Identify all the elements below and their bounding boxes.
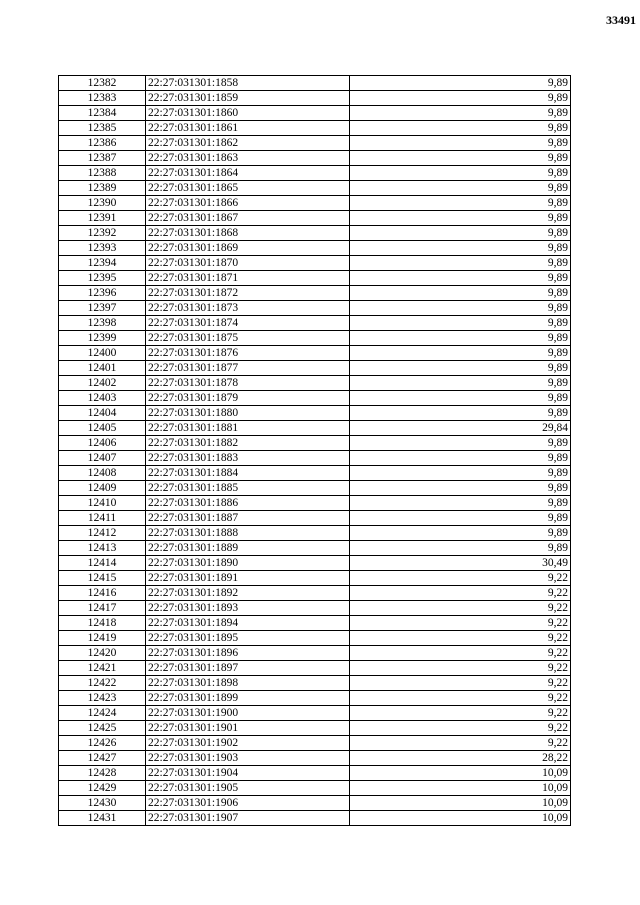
row-number-cell: 12423 xyxy=(59,691,146,706)
row-number-cell: 12410 xyxy=(59,496,146,511)
table-row xyxy=(59,556,571,571)
cadastral-number-cell: 22:27:031301:1877 xyxy=(146,361,350,376)
cadastral-number-cell: 22:27:031301:1865 xyxy=(146,181,350,196)
table-row xyxy=(59,721,571,736)
row-number-cell: 12397 xyxy=(59,301,146,316)
area-cell: 9,89 xyxy=(350,121,571,136)
row-number-cell: 12427 xyxy=(59,751,146,766)
table-row xyxy=(59,421,571,436)
area-cell: 28,22 xyxy=(350,751,571,766)
table-row xyxy=(59,751,571,766)
table-row xyxy=(59,496,571,511)
table-row xyxy=(59,481,571,496)
cadastral-number-cell: 22:27:031301:1876 xyxy=(146,346,350,361)
row-number-cell: 12413 xyxy=(59,541,146,556)
row-number-cell: 12404 xyxy=(59,406,146,421)
table-row xyxy=(59,136,571,151)
table-row xyxy=(59,631,571,646)
area-cell: 9,22 xyxy=(350,676,571,691)
cadastral-number-cell: 22:27:031301:1895 xyxy=(146,631,350,646)
row-number-cell: 12420 xyxy=(59,646,146,661)
cadastral-number-cell: 22:27:031301:1859 xyxy=(146,91,350,106)
cadastral-number-cell: 22:27:031301:1906 xyxy=(146,796,350,811)
row-number-cell: 12405 xyxy=(59,421,146,436)
table-row xyxy=(59,646,571,661)
cadastral-number-cell: 22:27:031301:1889 xyxy=(146,541,350,556)
row-number-cell: 12409 xyxy=(59,481,146,496)
table-row xyxy=(59,361,571,376)
cadastral-number-cell: 22:27:031301:1883 xyxy=(146,451,350,466)
table-row xyxy=(59,736,571,751)
cadastral-number-cell: 22:27:031301:1863 xyxy=(146,151,350,166)
area-cell: 9,89 xyxy=(350,406,571,421)
row-number-cell: 12425 xyxy=(59,721,146,736)
cadastral-number-cell: 22:27:031301:1873 xyxy=(146,301,350,316)
row-number-cell: 12406 xyxy=(59,436,146,451)
area-cell: 9,89 xyxy=(350,496,571,511)
area-cell: 29,84 xyxy=(350,421,571,436)
row-number-cell: 12383 xyxy=(59,91,146,106)
row-number-cell: 12408 xyxy=(59,466,146,481)
cadastral-table xyxy=(58,75,571,826)
table-row xyxy=(59,796,571,811)
cadastral-number-cell: 22:27:031301:1888 xyxy=(146,526,350,541)
cadastral-number-cell: 22:27:031301:1903 xyxy=(146,751,350,766)
area-cell: 9,22 xyxy=(350,706,571,721)
table-row xyxy=(59,511,571,526)
area-cell: 9,89 xyxy=(350,541,571,556)
cadastral-number-cell: 22:27:031301:1878 xyxy=(146,376,350,391)
cadastral-number-cell: 22:27:031301:1871 xyxy=(146,271,350,286)
cadastral-number-cell: 22:27:031301:1897 xyxy=(146,661,350,676)
cadastral-number-cell: 22:27:031301:1862 xyxy=(146,136,350,151)
table-row xyxy=(59,541,571,556)
area-cell: 9,89 xyxy=(350,211,571,226)
cadastral-number-cell: 22:27:031301:1869 xyxy=(146,241,350,256)
row-number-cell: 12387 xyxy=(59,151,146,166)
area-cell: 9,89 xyxy=(350,271,571,286)
row-number-cell: 12417 xyxy=(59,601,146,616)
area-cell: 9,22 xyxy=(350,646,571,661)
cadastral-number-cell: 22:27:031301:1901 xyxy=(146,721,350,736)
table-row xyxy=(59,241,571,256)
area-cell: 9,89 xyxy=(350,256,571,271)
cadastral-number-cell: 22:27:031301:1904 xyxy=(146,766,350,781)
area-cell: 9,89 xyxy=(350,451,571,466)
cadastral-number-cell: 22:27:031301:1899 xyxy=(146,691,350,706)
cadastral-number-cell: 22:27:031301:1874 xyxy=(146,316,350,331)
area-cell: 9,89 xyxy=(350,316,571,331)
area-cell: 9,89 xyxy=(350,436,571,451)
table-row xyxy=(59,526,571,541)
cadastral-number-cell: 22:27:031301:1892 xyxy=(146,586,350,601)
area-cell: 9,22 xyxy=(350,601,571,616)
row-number-cell: 12386 xyxy=(59,136,146,151)
table-row xyxy=(59,661,571,676)
area-cell: 9,89 xyxy=(350,91,571,106)
area-cell: 9,89 xyxy=(350,331,571,346)
table-row xyxy=(59,406,571,421)
row-number-cell: 12391 xyxy=(59,211,146,226)
area-cell: 9,89 xyxy=(350,511,571,526)
area-cell: 9,89 xyxy=(350,376,571,391)
cadastral-number-cell: 22:27:031301:1868 xyxy=(146,226,350,241)
table-row xyxy=(59,91,571,106)
table-row xyxy=(59,346,571,361)
cadastral-number-cell: 22:27:031301:1891 xyxy=(146,571,350,586)
cadastral-number-cell: 22:27:031301:1900 xyxy=(146,706,350,721)
area-cell: 9,22 xyxy=(350,586,571,601)
cadastral-number-cell: 22:27:031301:1884 xyxy=(146,466,350,481)
row-number-cell: 12396 xyxy=(59,286,146,301)
table-row xyxy=(59,301,571,316)
area-cell: 9,22 xyxy=(350,631,571,646)
row-number-cell: 12384 xyxy=(59,106,146,121)
table-row xyxy=(59,196,571,211)
table-row xyxy=(59,286,571,301)
row-number-cell: 12402 xyxy=(59,376,146,391)
table-row xyxy=(59,211,571,226)
area-cell: 9,89 xyxy=(350,196,571,211)
area-cell: 9,22 xyxy=(350,721,571,736)
table-row xyxy=(59,586,571,601)
table-row xyxy=(59,616,571,631)
table-row xyxy=(59,691,571,706)
row-number-cell: 12390 xyxy=(59,196,146,211)
cadastral-number-cell: 22:27:031301:1898 xyxy=(146,676,350,691)
table-row xyxy=(59,331,571,346)
row-number-cell: 12385 xyxy=(59,121,146,136)
row-number-cell: 12416 xyxy=(59,586,146,601)
cadastral-number-cell: 22:27:031301:1887 xyxy=(146,511,350,526)
area-cell: 9,89 xyxy=(350,391,571,406)
area-cell: 10,09 xyxy=(350,781,571,796)
area-cell: 9,89 xyxy=(350,136,571,151)
table-row xyxy=(59,226,571,241)
table-row xyxy=(59,436,571,451)
cadastral-number-cell: 22:27:031301:1880 xyxy=(146,406,350,421)
area-cell: 9,89 xyxy=(350,241,571,256)
cadastral-number-cell: 22:27:031301:1875 xyxy=(146,331,350,346)
area-cell: 9,89 xyxy=(350,181,571,196)
row-number-cell: 12395 xyxy=(59,271,146,286)
cadastral-number-cell: 22:27:031301:1879 xyxy=(146,391,350,406)
row-number-cell: 12411 xyxy=(59,511,146,526)
cadastral-number-cell: 22:27:031301:1894 xyxy=(146,616,350,631)
row-number-cell: 12421 xyxy=(59,661,146,676)
row-number-cell: 12428 xyxy=(59,766,146,781)
table-row xyxy=(59,391,571,406)
cadastral-number-cell: 22:27:031301:1867 xyxy=(146,211,350,226)
page-number: 33491 xyxy=(606,13,636,27)
row-number-cell: 12392 xyxy=(59,226,146,241)
area-cell: 10,09 xyxy=(350,766,571,781)
row-number-cell: 12431 xyxy=(59,811,146,826)
cadastral-number-cell: 22:27:031301:1870 xyxy=(146,256,350,271)
table-row xyxy=(59,781,571,796)
area-cell: 9,89 xyxy=(350,346,571,361)
row-number-cell: 12382 xyxy=(59,76,146,91)
area-cell: 9,22 xyxy=(350,736,571,751)
row-number-cell: 12407 xyxy=(59,451,146,466)
table-row xyxy=(59,451,571,466)
row-number-cell: 12399 xyxy=(59,331,146,346)
row-number-cell: 12400 xyxy=(59,346,146,361)
row-number-cell: 12403 xyxy=(59,391,146,406)
area-cell: 9,89 xyxy=(350,361,571,376)
cadastral-number-cell: 22:27:031301:1893 xyxy=(146,601,350,616)
row-number-cell: 12424 xyxy=(59,706,146,721)
cadastral-number-cell: 22:27:031301:1896 xyxy=(146,646,350,661)
cadastral-number-cell: 22:27:031301:1907 xyxy=(146,811,350,826)
table-body xyxy=(59,76,571,826)
table-row xyxy=(59,706,571,721)
table-row xyxy=(59,151,571,166)
row-number-cell: 12418 xyxy=(59,616,146,631)
row-number-cell: 12389 xyxy=(59,181,146,196)
cadastral-number-cell: 22:27:031301:1858 xyxy=(146,76,350,91)
cadastral-number-cell: 22:27:031301:1882 xyxy=(146,436,350,451)
area-cell: 9,89 xyxy=(350,151,571,166)
cadastral-number-cell: 22:27:031301:1902 xyxy=(146,736,350,751)
cadastral-number-cell: 22:27:031301:1860 xyxy=(146,106,350,121)
row-number-cell: 12401 xyxy=(59,361,146,376)
area-cell: 9,22 xyxy=(350,691,571,706)
table-row xyxy=(59,601,571,616)
cadastral-number-cell: 22:27:031301:1866 xyxy=(146,196,350,211)
cadastral-number-cell: 22:27:031301:1886 xyxy=(146,496,350,511)
area-cell: 9,89 xyxy=(350,301,571,316)
table-row xyxy=(59,676,571,691)
table-row xyxy=(59,271,571,286)
area-cell: 9,22 xyxy=(350,571,571,586)
row-number-cell: 12426 xyxy=(59,736,146,751)
area-cell: 9,89 xyxy=(350,466,571,481)
table-row xyxy=(59,181,571,196)
table-row xyxy=(59,121,571,136)
row-number-cell: 12394 xyxy=(59,256,146,271)
cadastral-number-cell: 22:27:031301:1864 xyxy=(146,166,350,181)
row-number-cell: 12429 xyxy=(59,781,146,796)
area-cell: 9,89 xyxy=(350,226,571,241)
table-row xyxy=(59,106,571,121)
area-cell: 9,89 xyxy=(350,526,571,541)
area-cell: 9,89 xyxy=(350,106,571,121)
row-number-cell: 12393 xyxy=(59,241,146,256)
area-cell: 9,89 xyxy=(350,166,571,181)
area-cell: 10,09 xyxy=(350,811,571,826)
row-number-cell: 12388 xyxy=(59,166,146,181)
row-number-cell: 12422 xyxy=(59,676,146,691)
table-row xyxy=(59,811,571,826)
row-number-cell: 12430 xyxy=(59,796,146,811)
cadastral-number-cell: 22:27:031301:1890 xyxy=(146,556,350,571)
area-cell: 10,09 xyxy=(350,796,571,811)
area-cell: 30,49 xyxy=(350,556,571,571)
cadastral-number-cell: 22:27:031301:1905 xyxy=(146,781,350,796)
table-row xyxy=(59,76,571,91)
row-number-cell: 12414 xyxy=(59,556,146,571)
area-cell: 9,89 xyxy=(350,76,571,91)
row-number-cell: 12412 xyxy=(59,526,146,541)
table-row xyxy=(59,376,571,391)
table-row xyxy=(59,256,571,271)
area-cell: 9,22 xyxy=(350,661,571,676)
table-row xyxy=(59,466,571,481)
row-number-cell: 12398 xyxy=(59,316,146,331)
table-row xyxy=(59,766,571,781)
cadastral-number-cell: 22:27:031301:1861 xyxy=(146,121,350,136)
cadastral-number-cell: 22:27:031301:1881 xyxy=(146,421,350,436)
area-cell: 9,22 xyxy=(350,616,571,631)
row-number-cell: 12419 xyxy=(59,631,146,646)
cadastral-number-cell: 22:27:031301:1885 xyxy=(146,481,350,496)
area-cell: 9,89 xyxy=(350,286,571,301)
table-row xyxy=(59,571,571,586)
cadastral-number-cell: 22:27:031301:1872 xyxy=(146,286,350,301)
table-row xyxy=(59,166,571,181)
table-row xyxy=(59,316,571,331)
row-number-cell: 12415 xyxy=(59,571,146,586)
area-cell: 9,89 xyxy=(350,481,571,496)
